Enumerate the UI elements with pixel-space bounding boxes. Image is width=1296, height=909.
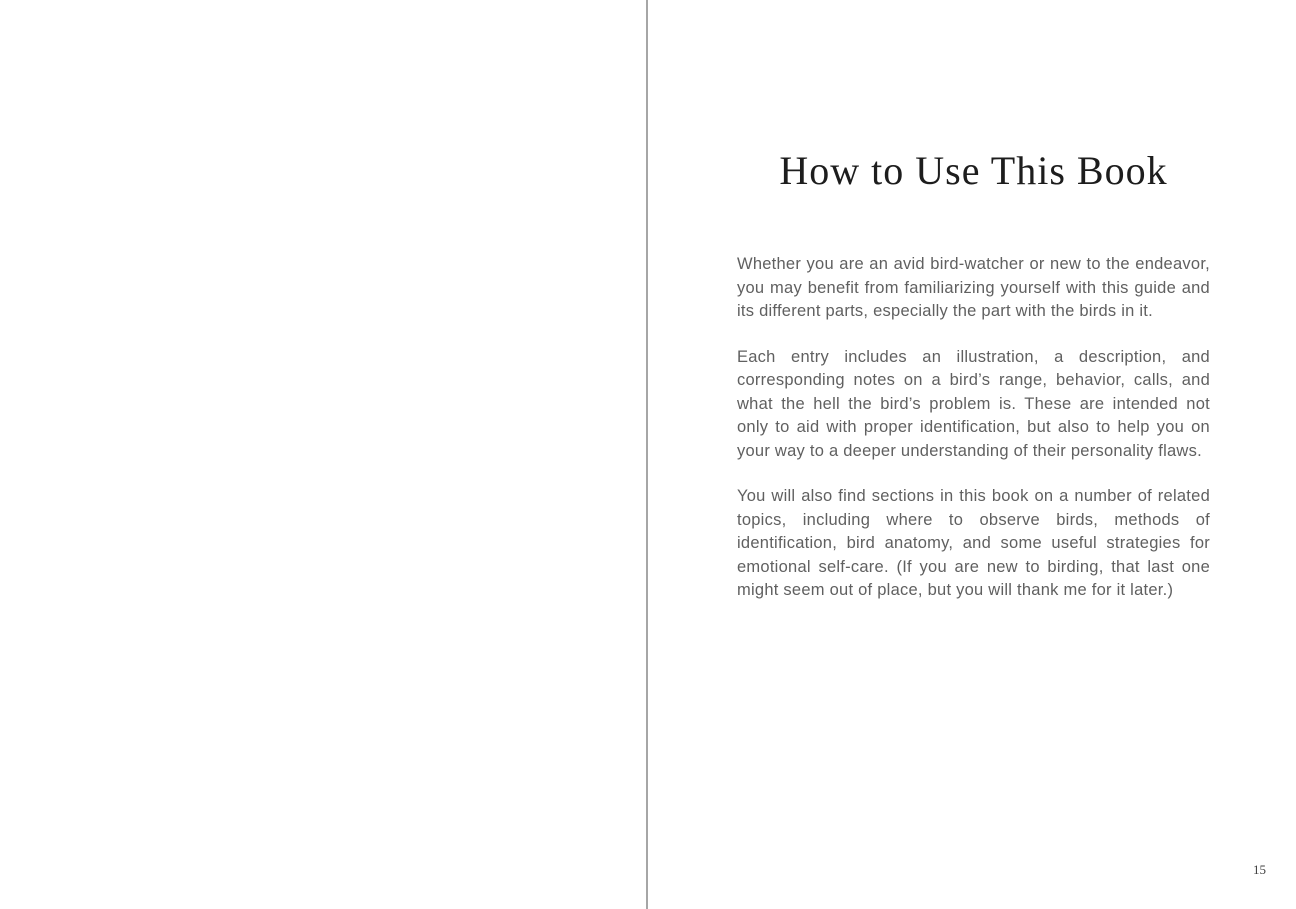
body-paragraph: Each entry includes an illustration, a description, and corresponding notes on a bird’s range, behavior, calls, and what the hell the bird’s problem is. These are intended not only to aid with proper identification, but also to help you on your way to a deeper understanding of their personality flaws. xyxy=(737,347,1210,460)
right-page xyxy=(648,0,1296,909)
chapter-title: How to Use This Book xyxy=(779,148,1168,193)
left-page-blank xyxy=(0,0,646,909)
body-paragraph: You will also find sections in this book on a number of related topics, including where to observe birds, methods of identification, bird anatomy, and some useful strategies for emotional self-care. (If you are new to birding, that last one might seem out of place, but you will thank me for it later.) xyxy=(737,487,1210,599)
body-text-block xyxy=(737,253,1210,625)
page-number: 15 xyxy=(1253,862,1266,877)
body-paragraph: Whether you are an avid bird-watcher or new to the endeavor, you may benefit from familiarizing yourself with this guide and its different parts, especially the part with the birds in it. xyxy=(737,255,1210,320)
